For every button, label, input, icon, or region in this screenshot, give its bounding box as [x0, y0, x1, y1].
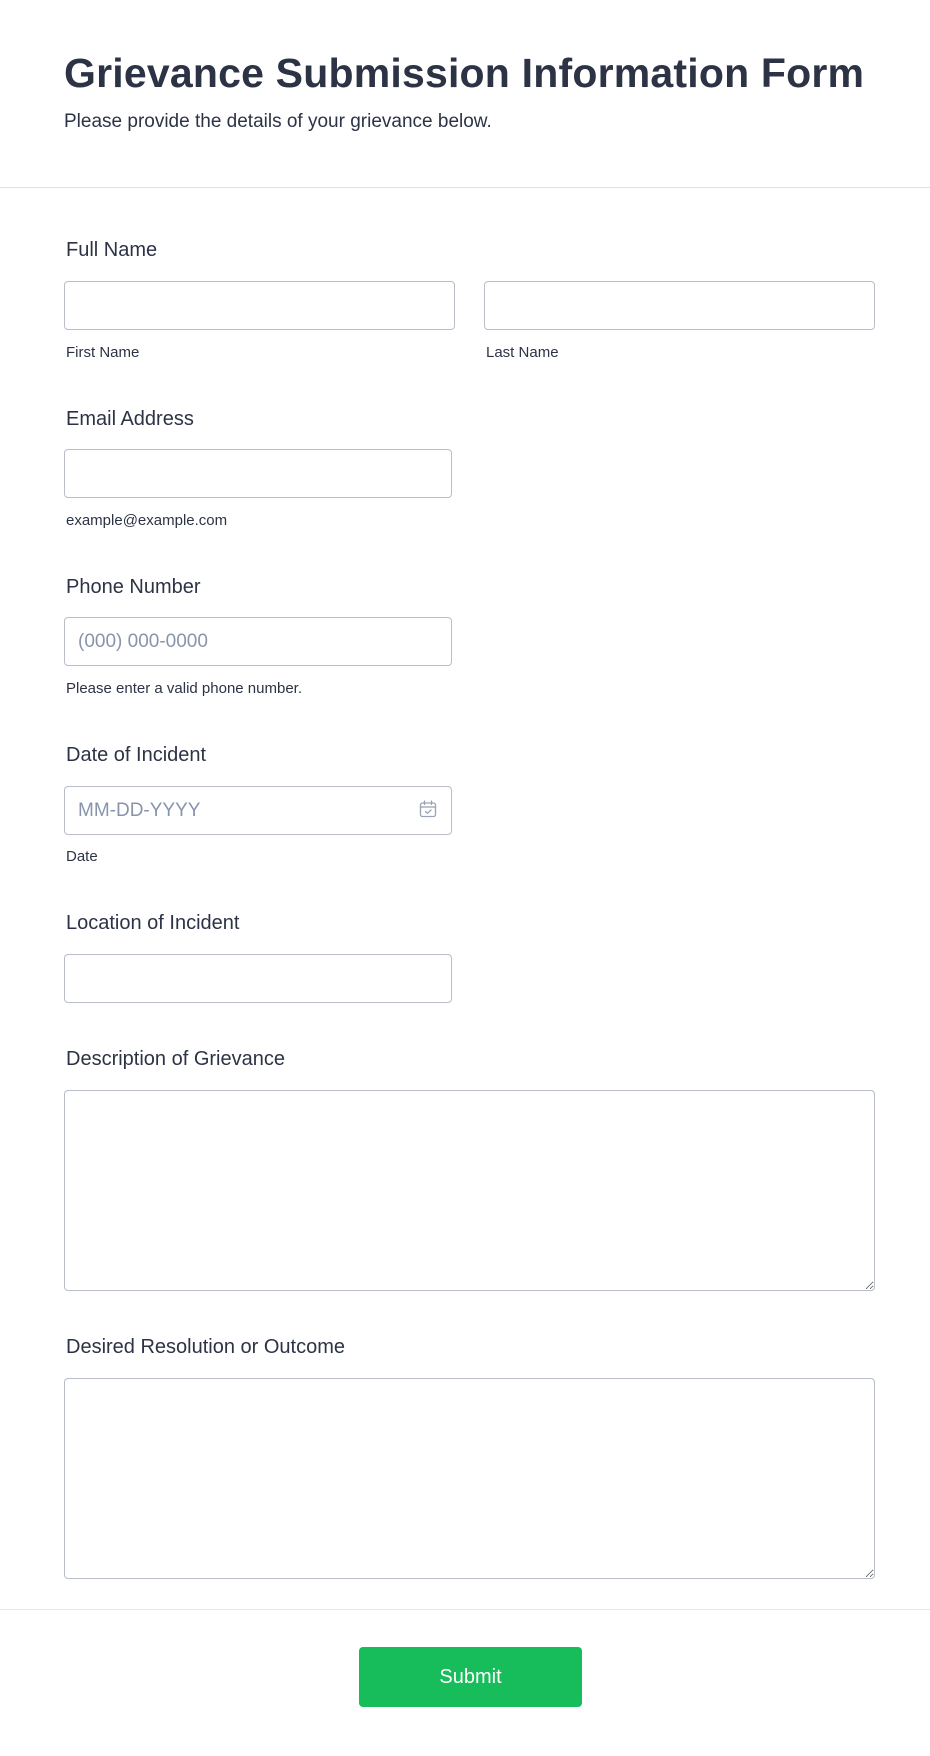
first-name-input[interactable]	[64, 281, 455, 330]
email-input[interactable]	[64, 449, 452, 498]
location-label: Location of Incident	[66, 912, 240, 934]
date-label: Date of Incident	[66, 744, 207, 766]
phone-input[interactable]	[64, 617, 452, 666]
form-header	[0, 0, 930, 188]
date-input[interactable]	[64, 786, 452, 835]
first-name-sublabel: First Name	[66, 344, 140, 361]
last-name-sublabel: Last Name	[486, 344, 559, 361]
form-title: Grievance Submission Information Form	[64, 50, 865, 96]
calendar-icon[interactable]	[419, 800, 437, 818]
phone-sublabel: Please enter a valid phone number.	[66, 680, 302, 697]
last-name-input[interactable]	[484, 281, 875, 330]
resolution-label: Desired Resolution or Outcome	[66, 1336, 346, 1358]
form-subtitle: Please provide the details of your grievance below.	[64, 111, 492, 132]
submit-button[interactable]: Submit	[359, 1647, 582, 1707]
full-name-label: Full Name	[66, 239, 158, 261]
email-sublabel: example@example.com	[66, 512, 228, 529]
description-textarea[interactable]	[64, 1090, 875, 1291]
resolution-textarea[interactable]	[64, 1378, 875, 1579]
description-label: Description of Grievance	[66, 1048, 285, 1070]
footer-divider	[0, 1609, 930, 1610]
email-label: Email Address	[66, 408, 194, 430]
phone-label: Phone Number	[66, 576, 201, 598]
location-input[interactable]	[64, 954, 452, 1003]
date-sublabel: Date	[66, 848, 98, 865]
